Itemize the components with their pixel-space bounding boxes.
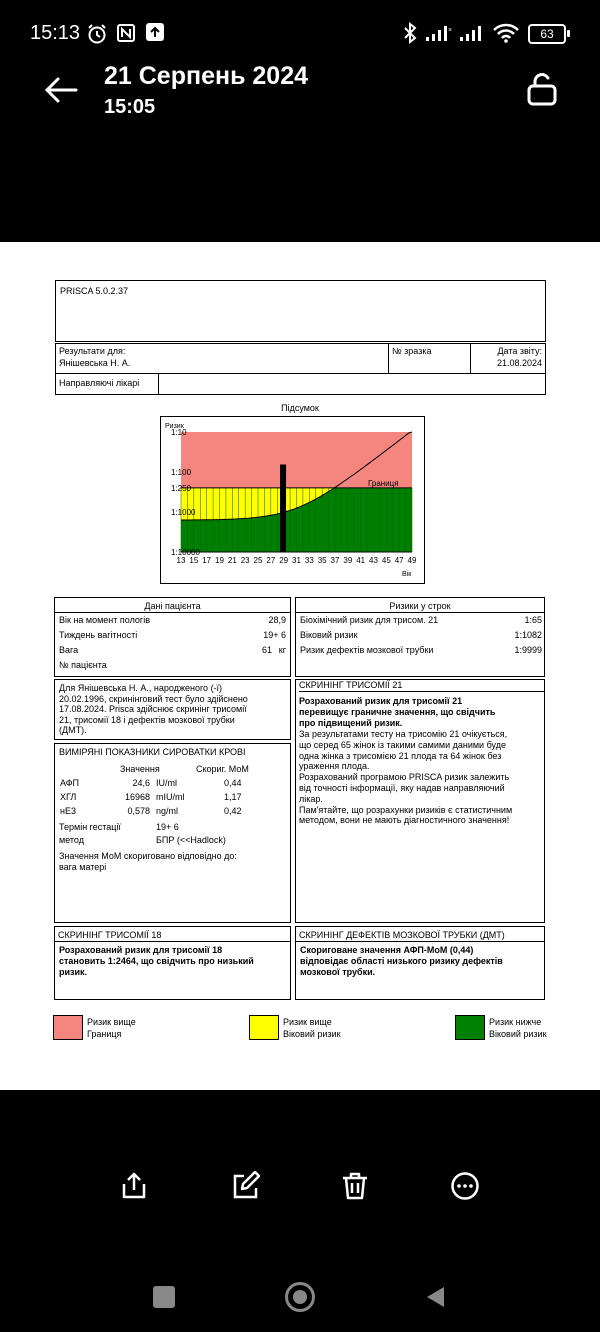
risk-label: Віковий ризик xyxy=(300,630,358,640)
patient-name: Янішевська Н. А. xyxy=(59,358,131,368)
y-axis-label: Ризик xyxy=(165,423,184,430)
serum-col-value: Значення xyxy=(120,764,160,774)
patient-data-value: 19+ 6 xyxy=(263,630,286,640)
patient-data-title: Дані пацієнта xyxy=(144,601,201,611)
t18-bold-line: Розрахований ризик для трисомії 18 xyxy=(59,945,223,955)
battery-tip xyxy=(567,30,570,37)
patient-data-unit: кг xyxy=(278,645,286,655)
intro-line: 20.02.1996, скринінговий тест було здійснено xyxy=(59,693,248,704)
divider xyxy=(470,343,471,374)
status-time: 15:13 xyxy=(30,22,81,44)
signal-2-icon xyxy=(458,24,488,42)
back-icon[interactable] xyxy=(424,1285,446,1309)
serum-name: АФП xyxy=(60,778,80,788)
x-tick-label: 29 xyxy=(279,556,289,565)
x-tick-label: 47 xyxy=(394,556,404,565)
t18-title: СКРИНІНГ ТРИСОМІЇ 18 xyxy=(58,930,162,940)
bluetooth-icon xyxy=(402,22,418,44)
report-date: 21.08.2024 xyxy=(496,358,542,368)
x-tick-label: 43 xyxy=(369,556,378,565)
report-date-label: Дата звіту: xyxy=(497,346,542,356)
battery-indicator: 63 xyxy=(528,24,566,44)
x-axis-label: Вік xyxy=(402,571,412,578)
page-title: 21 Серпень 2024 xyxy=(104,62,309,90)
serum-value: 0,578 xyxy=(127,806,150,816)
method-label: метод xyxy=(59,835,84,845)
method-value: БПР (<<Hadlock) xyxy=(156,835,226,845)
x-tick-label: 25 xyxy=(253,556,263,565)
x-tick-label: 17 xyxy=(202,556,212,565)
t21-line: одна жінка з трисомією 21 плода та 64 жінок без xyxy=(299,750,502,761)
wifi-icon xyxy=(492,22,520,44)
x-tick-label: 49 xyxy=(407,556,417,565)
t18-bold-line: ризик. xyxy=(59,967,88,977)
software-box xyxy=(55,280,546,342)
home-icon[interactable] xyxy=(284,1281,316,1313)
legend-swatch xyxy=(249,1015,279,1040)
x-tick-label: 23 xyxy=(240,556,250,565)
t21-line: Пам'ятайте, що розрахунки ризиків є статистичним xyxy=(299,804,513,815)
risk-label: Ризик дефектів мозкової трубки xyxy=(300,645,434,655)
delete-icon[interactable] xyxy=(340,1171,370,1201)
serum-col-mom: Скориг. МоМ xyxy=(196,764,249,774)
x-tick-label: 15 xyxy=(189,556,199,565)
patient-data-label: Тиждень вагітності xyxy=(59,630,138,640)
software-version: PRISCA 5.0.2.37 xyxy=(60,286,129,296)
legend-line2: Віковий ризик xyxy=(489,1029,547,1039)
legend-line1: Ризик вище xyxy=(87,1017,136,1027)
mom-note-2: вага матері xyxy=(59,862,107,872)
ntd-bold-line: відповідає області низького ризику дефектів xyxy=(300,956,503,966)
y-tick-label: 1:10 xyxy=(171,428,187,437)
x-tick-label: 27 xyxy=(266,556,276,565)
serum-unit: IU/ml xyxy=(156,778,177,788)
risk-value: 1:65 xyxy=(524,615,542,625)
patient-risk-marker xyxy=(280,465,286,552)
svg-text:×: × xyxy=(448,27,453,34)
divider xyxy=(295,612,545,613)
risk-value: 1:1082 xyxy=(514,630,542,640)
back-arrow-icon[interactable] xyxy=(44,76,78,104)
x-tick-label: 21 xyxy=(227,556,237,565)
t21-line: від точності інформації, яку надав направляючий xyxy=(299,783,505,793)
serum-value: 24,6 xyxy=(132,778,150,788)
intro-line: 17.08.2024. Prisca здійснює скринінг трисомії xyxy=(59,704,247,714)
divider xyxy=(388,343,389,374)
divider xyxy=(54,612,291,613)
t21-line: За результатами тесту на трисомію 21 очікується, xyxy=(299,729,508,739)
intro-line: 21, трисомії 18 і дефектів мозкової трубки xyxy=(59,714,235,725)
risks-title: Ризики у строк xyxy=(389,601,451,611)
serum-mom: 0,44 xyxy=(224,778,242,788)
page-subtitle: 15:05 xyxy=(104,96,156,118)
x-tick-label: 33 xyxy=(304,556,314,565)
t21-line: що серед 65 жінок із такими самими даними буде xyxy=(299,739,506,750)
legend-line1: Ризик нижче xyxy=(489,1017,542,1027)
x-tick-label: 37 xyxy=(330,556,340,565)
serum-box xyxy=(54,743,291,923)
serum-mom: 1,17 xyxy=(224,792,242,802)
serum-title: ВИМІРЯНІ ПОКАЗНИКИ СИРОВАТКИ КРОВІ xyxy=(59,747,246,757)
sample-no-label: № зразка xyxy=(392,346,432,356)
upload-notification-icon xyxy=(146,23,164,41)
x-tick-label: 19 xyxy=(215,556,224,565)
patient-data-value: 61 xyxy=(261,645,272,655)
edit-icon[interactable] xyxy=(230,1171,260,1201)
legend-line2: Віковий ризик xyxy=(283,1029,341,1039)
t21-line: методом, вони не мають діагностичного значення! xyxy=(299,815,510,826)
serum-name: ХГЛ xyxy=(60,792,77,802)
y-tick-label: 1:250 xyxy=(171,483,192,493)
serum-name: нЕ3 xyxy=(60,806,76,816)
summary-title: Підсумок xyxy=(281,403,319,413)
legend-swatch xyxy=(53,1015,83,1040)
results-for-label: Результати для: xyxy=(59,346,126,356)
gestation-value: 19+ 6 xyxy=(156,822,179,832)
patient-data-label: Вік на момент пологів xyxy=(59,615,150,625)
x-tick-label: 31 xyxy=(292,556,301,565)
ntd-bold-line: мозкової трубки. xyxy=(300,967,376,977)
t21-title: СКРИНІНГ ТРИСОМІЇ 21 xyxy=(299,679,545,692)
signal-1-icon xyxy=(424,24,454,42)
x-tick-label: 41 xyxy=(356,556,366,565)
patient-data-value: 28,9 xyxy=(268,615,286,625)
legend-line2: Границя xyxy=(87,1029,122,1039)
x-tick-label: 35 xyxy=(317,556,327,565)
mom-note-1: Значення МоМ скориговано відповідно до: xyxy=(59,851,237,861)
risk-chart-frame xyxy=(160,416,425,584)
x-tick-label: 45 xyxy=(381,556,391,565)
threshold-label: Границя xyxy=(368,478,399,488)
divider xyxy=(158,373,159,395)
t18-bold-line: становить 1:2464, що свідчить про низький xyxy=(59,956,254,966)
intro-line: (ДМТ). xyxy=(59,725,87,735)
legend-line1: Ризик вище xyxy=(283,1017,332,1027)
t21-bold-line: Розрахований ризик для трисомії 21 xyxy=(299,696,463,706)
risk-chart xyxy=(161,417,424,583)
unlock-icon[interactable] xyxy=(526,72,558,106)
t21-line: Розрахований програмою PRISCA ризик залежить xyxy=(299,772,510,783)
intro-line: Для Янішевська Н. А., народженого (-ї) xyxy=(59,683,223,693)
gestation-label: Термін гестації xyxy=(59,822,121,832)
serum-mom: 0,42 xyxy=(224,806,242,816)
t21-line: лікар. xyxy=(299,793,323,804)
alarm-icon xyxy=(86,23,108,45)
report-document xyxy=(0,242,600,1090)
legend-swatch xyxy=(455,1015,485,1040)
recents-icon[interactable] xyxy=(153,1286,175,1308)
ntd-title: СКРИНІНГ ДЕФЕКТІВ МОЗКОВОЇ ТРУБКИ (ДМТ) xyxy=(299,930,505,940)
y-tick-label: 1:10000 xyxy=(171,548,200,557)
serum-unit: mIU/ml xyxy=(156,792,185,802)
referring-doctor-label: Направляючі лікарі xyxy=(59,378,140,388)
nfc-icon xyxy=(116,23,136,43)
patient-data-label: Вага xyxy=(59,645,79,655)
risk-value: 1:9999 xyxy=(514,645,542,655)
divider xyxy=(295,941,545,942)
y-tick-label: 1:100 xyxy=(171,468,192,477)
risk-label: Біохімічний ризик для трисом. 21 xyxy=(300,615,439,625)
t21-line: ураження плода. xyxy=(299,761,370,772)
ntd-bold-line: Скориговане значення АФП-МоМ (0,44) xyxy=(300,945,474,955)
x-tick-label: 39 xyxy=(343,556,353,565)
patient-data-label: № пацієнта xyxy=(59,660,107,670)
serum-value: 16968 xyxy=(124,792,150,802)
divider xyxy=(54,941,291,942)
more-icon[interactable] xyxy=(450,1171,480,1201)
t21-bold-line: про підвищений ризик. xyxy=(299,717,403,728)
share-icon[interactable] xyxy=(119,1171,149,1201)
serum-unit: ng/ml xyxy=(156,806,179,816)
t21-bold-line: перевищує граничне значення, що свідчить xyxy=(299,706,496,717)
x-tick-label: 13 xyxy=(176,556,186,565)
y-tick-label: 1:1000 xyxy=(171,508,196,517)
